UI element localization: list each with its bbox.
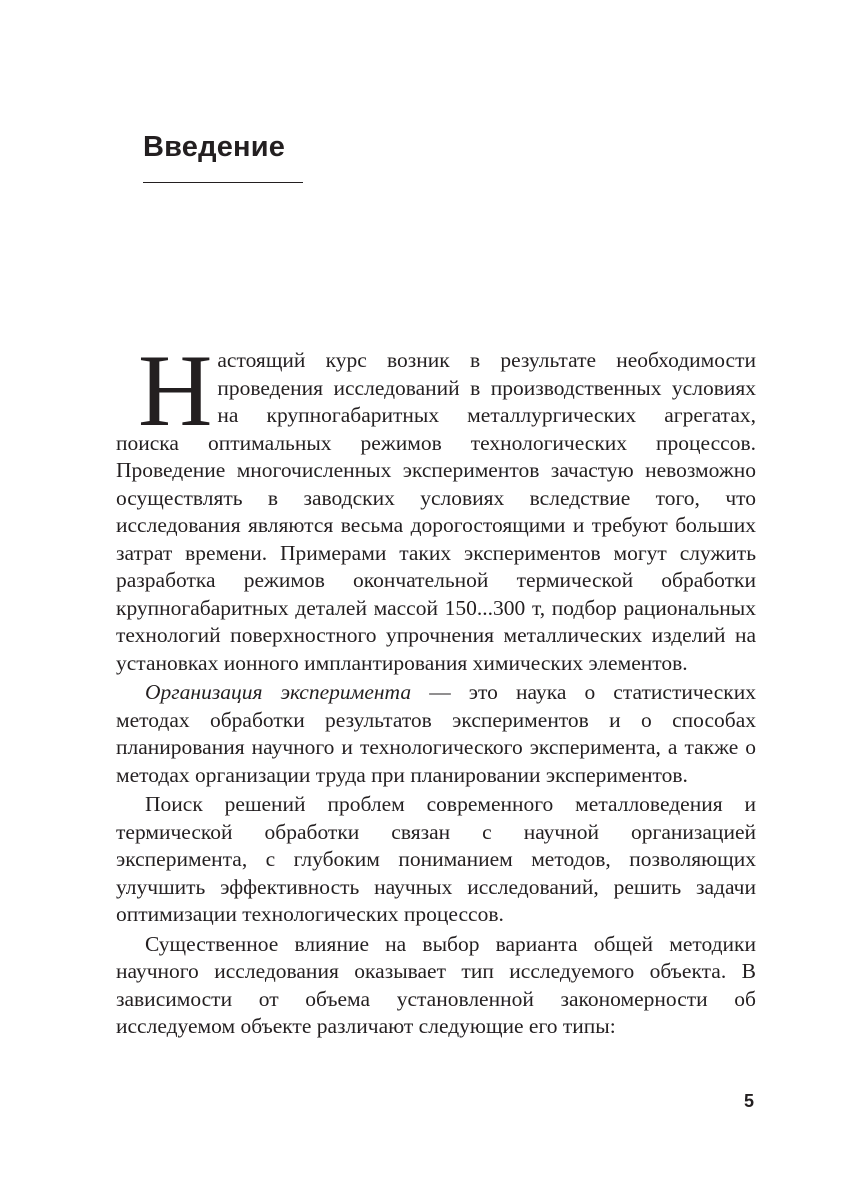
body-text bbox=[116, 334, 756, 1041]
defined-term: Организация эксперимента bbox=[145, 680, 412, 704]
paragraph-object-types: Существенное влияние на выбор варианта общей методики научного исследования оказывает тип исследуемого объекта. В зависимости от объема установленной закономерности об исследуемом объекте различают следующие его типы: bbox=[116, 931, 756, 1038]
paragraph-intro bbox=[116, 334, 756, 677]
paragraph-intro-text: астоящий курс возник в результате необходимости проведения исследований в производственных условиях на крупногабаритных металлургических агрегатах, поиска оптимальных режимов технологических процессов. Проведение многочисленных экспериментов зачастую невозможно осуществлять в заводских условиях вследствие того, что исследования являются весьма дорогостоящими и требуют больших затрат времени. Примерами таких экспериментов могут служить разработка режимов окончательной термической обработки крупногабаритных деталей массой 150...300 т, подбор рациональных технологий поверхностного упрочнения металлических изделий на установках ионного имплантирования химических элементов. bbox=[116, 348, 756, 675]
drop-cap-letter: Н bbox=[138, 334, 213, 448]
paragraph-search: Поиск решений проблем современного металловедения и термической обработки связан с научной организацией эксперимента, с глубоким пониманием методов, позволяющих улучшить эффективность научных исследований, решить задачи оптимизации технологических процессов. bbox=[116, 792, 756, 926]
paragraph-definition bbox=[116, 679, 756, 789]
paragraph-definition-text: — это наука о статистических методах обработки результатов экспериментов и о способах планирования научного и технологического эксперимента, а также о методах организации труда при планировании экспериментов. bbox=[116, 680, 756, 787]
chapter-title: Введение bbox=[143, 131, 286, 163]
page-number: 5 bbox=[744, 1091, 755, 1111]
title-underline bbox=[143, 182, 303, 183]
